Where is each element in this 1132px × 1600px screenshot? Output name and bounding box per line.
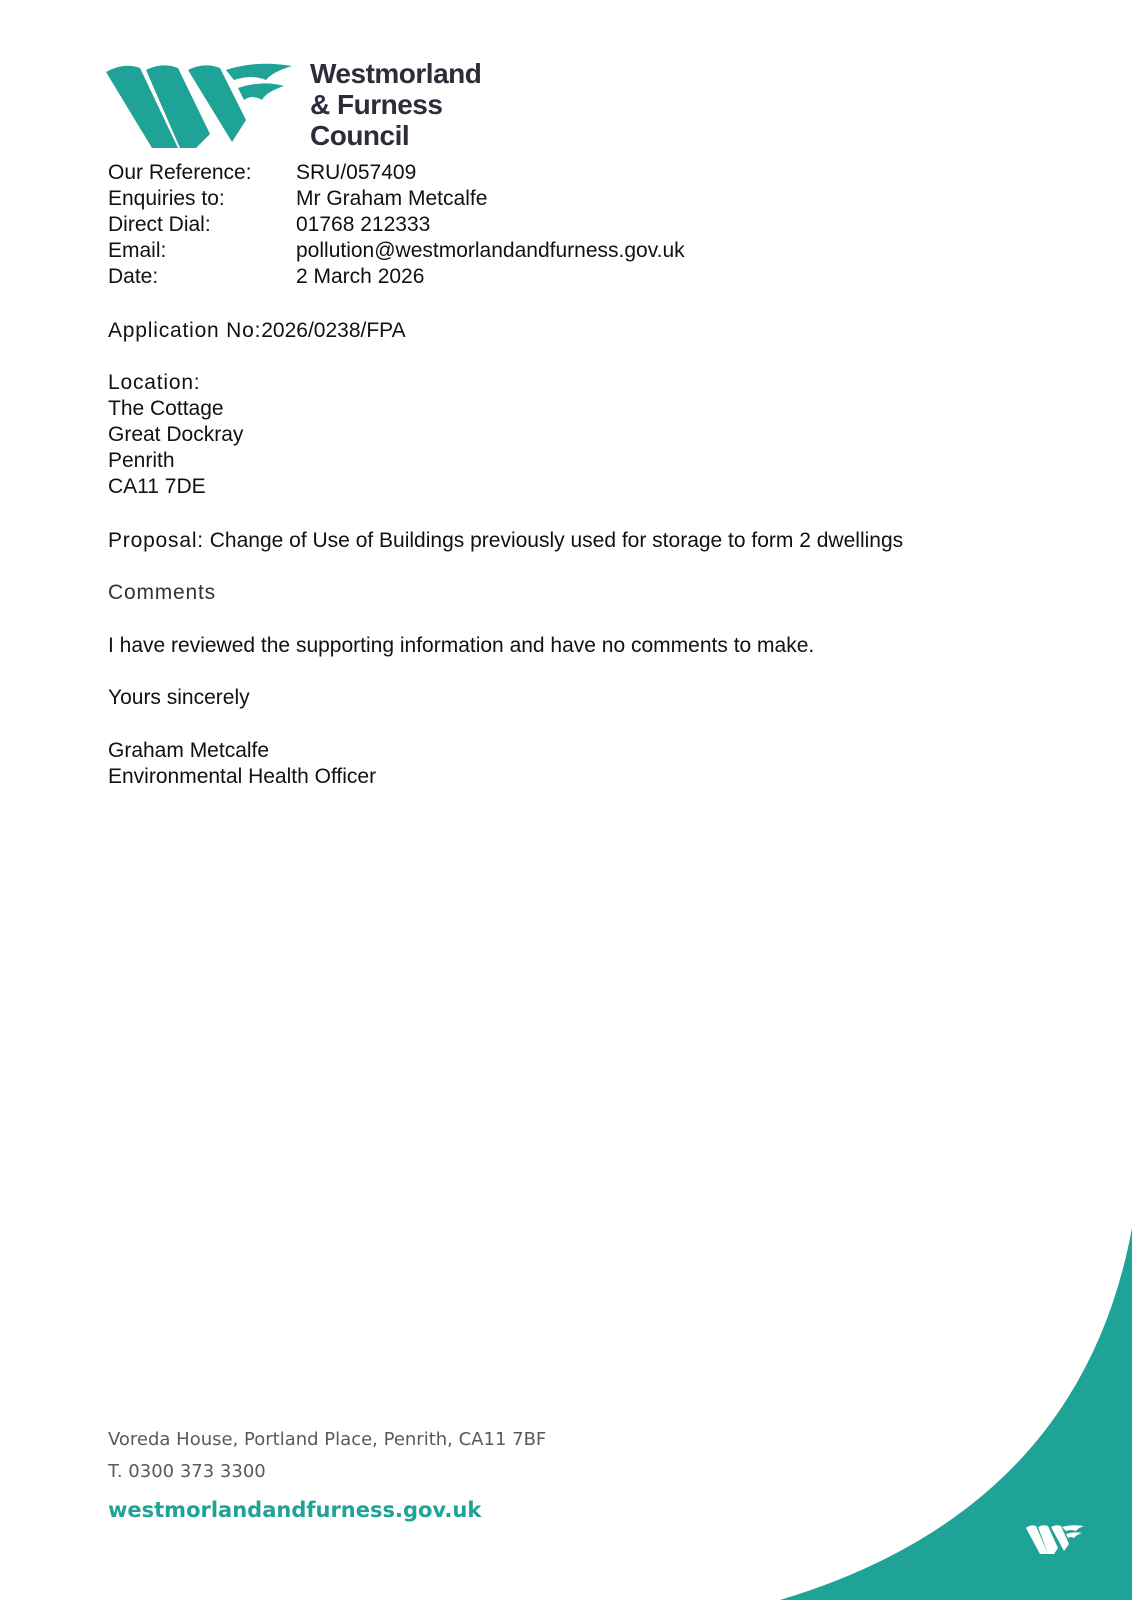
council-logo-mark-icon [106,62,296,148]
location-label: Location: [108,371,201,394]
council-name-line-2: & Furness [310,89,443,120]
direct-dial-label: Direct Dial: [108,213,211,236]
reference-value: SRU/057409 [296,161,417,184]
corner-logo-icon [1026,1525,1084,1554]
enquiries-value: Mr Graham Metcalfe [296,187,488,210]
direct-dial-value: 01768 212333 [296,213,431,236]
reference-row-direct-dial [108,212,685,238]
council-name [310,58,481,151]
reference-row-our-reference [108,160,685,186]
closing-salutation: Yours sincerely [108,686,250,709]
application-number-value: 2026/0238/FPA [261,319,406,342]
proposal [108,528,903,554]
application-number-label: Application No: [108,319,262,342]
council-name-line-1: Westmorland [310,58,482,89]
date-value: 2 March 2026 [296,265,425,288]
location-line: The Cottage [108,397,224,420]
email-label: Email: [108,239,167,262]
location-line: Great Dockray [108,423,244,446]
reference-block [108,160,685,290]
proposal-text: Change of Use of Buildings previously used for storage to form 2 dwellings [209,529,904,552]
location-line: Penrith [108,449,175,472]
footer-website-link[interactable]: westmorlandandfurness.gov.uk [108,1498,482,1522]
reference-row-date [108,264,685,290]
signatory-name: Graham Metcalfe [108,739,270,762]
corner-swoosh-shape [780,1228,1132,1600]
proposal-label: Proposal: [108,529,204,552]
footer-contact [108,1424,546,1488]
location-line: CA11 7DE [108,475,206,498]
council-name-line-3: Council [310,120,410,151]
signature-block [108,738,376,790]
reference-row-enquiries [108,186,685,212]
email-value: pollution@westmorlandandfurness.gov.uk [296,239,685,262]
footer-address: Voreda House, Portland Place, Penrith, CA11 7BF [108,1429,547,1450]
location-block [108,370,243,500]
reference-label: Our Reference: [108,161,252,184]
comments-text: I have reviewed the supporting information and have no comments to make. [108,634,815,657]
enquiries-label: Enquiries to: [108,187,225,210]
application-number [108,318,406,344]
date-label: Date: [108,265,159,288]
reference-row-email [108,238,685,264]
comments-heading: Comments [108,581,216,604]
council-logo [106,58,506,153]
footer-phone: T. 0300 373 3300 [108,1461,266,1482]
signatory-title: Environmental Health Officer [108,765,377,788]
